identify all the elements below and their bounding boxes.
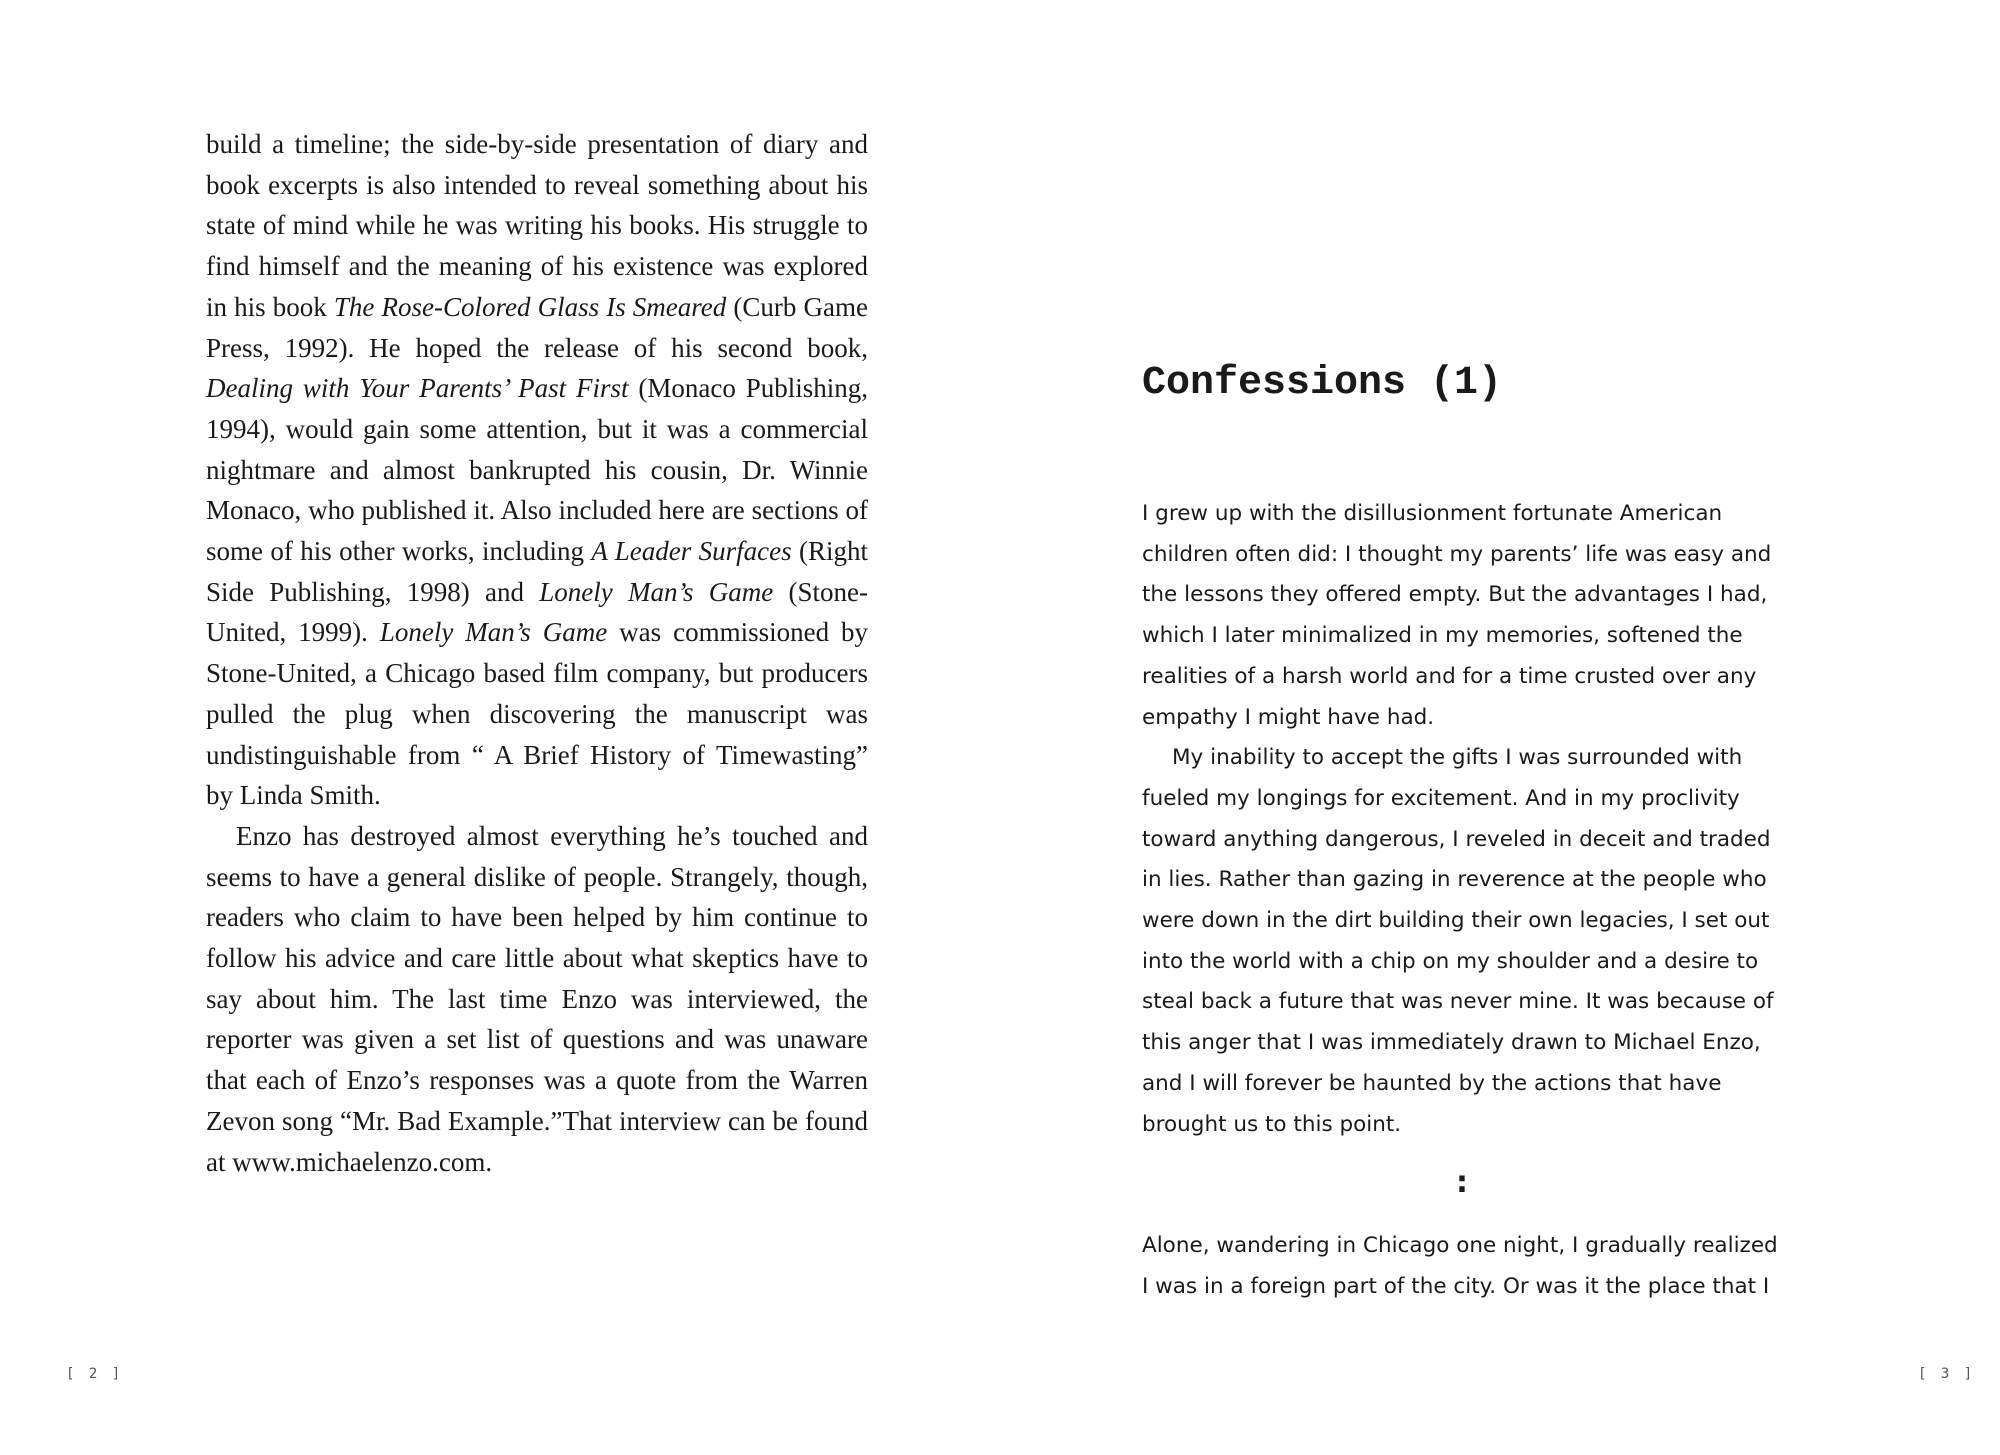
text-segment: (Monaco Publishing, 1994), would gain some attention, but it was a commercial nightmare and almost bankrupted his cousin, Dr. Winnie Monaco, who published it. Also included here are sections of some of his other works, including [206, 373, 869, 567]
text-segment: was commissioned by Stone-United, a Chicago based film company, but producers pulled the plug when discovering the manuscript was undistinguishable from “ A Brief History of Timewasting” by Linda Smith. [206, 617, 869, 811]
left-page-body [206, 124, 868, 1182]
book-title-lonely-mans-game: Lonely Man’s Game [539, 576, 774, 607]
section-break: : [1456, 1165, 1468, 1200]
right-paragraph-2: My inability to accept the gifts I was surrounded with fueled my longings for excitement. And in my proclivity toward anything dangerous, I reveled in deceit and traded in lies. Rather than gazing in reverence at the people who were down in the dirt building their own legacies, I set out into the world with a chip on my shoulder and a desire to steal back a future that was never mine. It was because of this anger that I was immediately drawn to Michael Enzo, and I will forever be haunted by the actions that have brought us to this point. [1142, 745, 1774, 1137]
right-paragraph-1: I grew up with the disillusionment fortunate American children often did: I thought my parents’ life was easy and the lessons they offered empty. But the advantages I had, which I later minimalized in my memories, softened the realities of a harsh world and for a time crusted over any empathy I might have had. [1142, 501, 1772, 730]
left-paragraph-2 [206, 816, 868, 1182]
right-page-body [1142, 494, 1782, 1145]
right-page [1000, 0, 2000, 1455]
book-title-dealing-with-parents: Dealing with Your Parents’ Past First [206, 373, 629, 404]
text-segment: (Right Side Publishing, 1998) and [206, 536, 868, 607]
book-title-rose-colored-glass: The Rose-Colored Glass Is Smeared [333, 291, 727, 322]
left-paragraph-1 [206, 124, 868, 816]
text-segment: build a timeline; the side-by-side presentation of diary and book excerpts is also intended to reveal something about his state of mind while he was writing his books. His struggle to find himself and the meaning of his existence was explored in his book [206, 129, 868, 322]
text-segment: Enzo has destroyed almost everything he’s touched and seems to have a general dislike of people. Strangely, though, readers who claim to have been helped by him continue to follow his advice and care little about what skeptics have to say about him. The last time Enzo was interviewed, the reporter was given a set list of questions and was unaware that each of Enzo’s responses was a quote from the Warren Zevon song “Mr. Bad Example.”That interview can be found at www.michaelenzo.com. [206, 820, 868, 1177]
right-page-continued [1142, 1226, 1782, 1307]
right-paragraph-3: Alone, wandering in Chicago one night, I gradually realized I was in a foreign part of the city. Or was it the place that I [1142, 1233, 1778, 1299]
page-number-right: [ 3 ] [1918, 1366, 1976, 1382]
text-segment: (Stone-United, 1999). [206, 576, 868, 648]
book-title-leader-surfaces: A Leader Surfaces [591, 536, 792, 567]
text-segment: (Curb Game Press, 1992). He hoped the release of his second book, [206, 291, 868, 363]
chapter-title: Confessions (1) [1142, 361, 1503, 406]
page-number-left: [ 2 ] [66, 1366, 124, 1382]
book-title-lonely-mans-game: Lonely Man’s Game [379, 617, 608, 648]
